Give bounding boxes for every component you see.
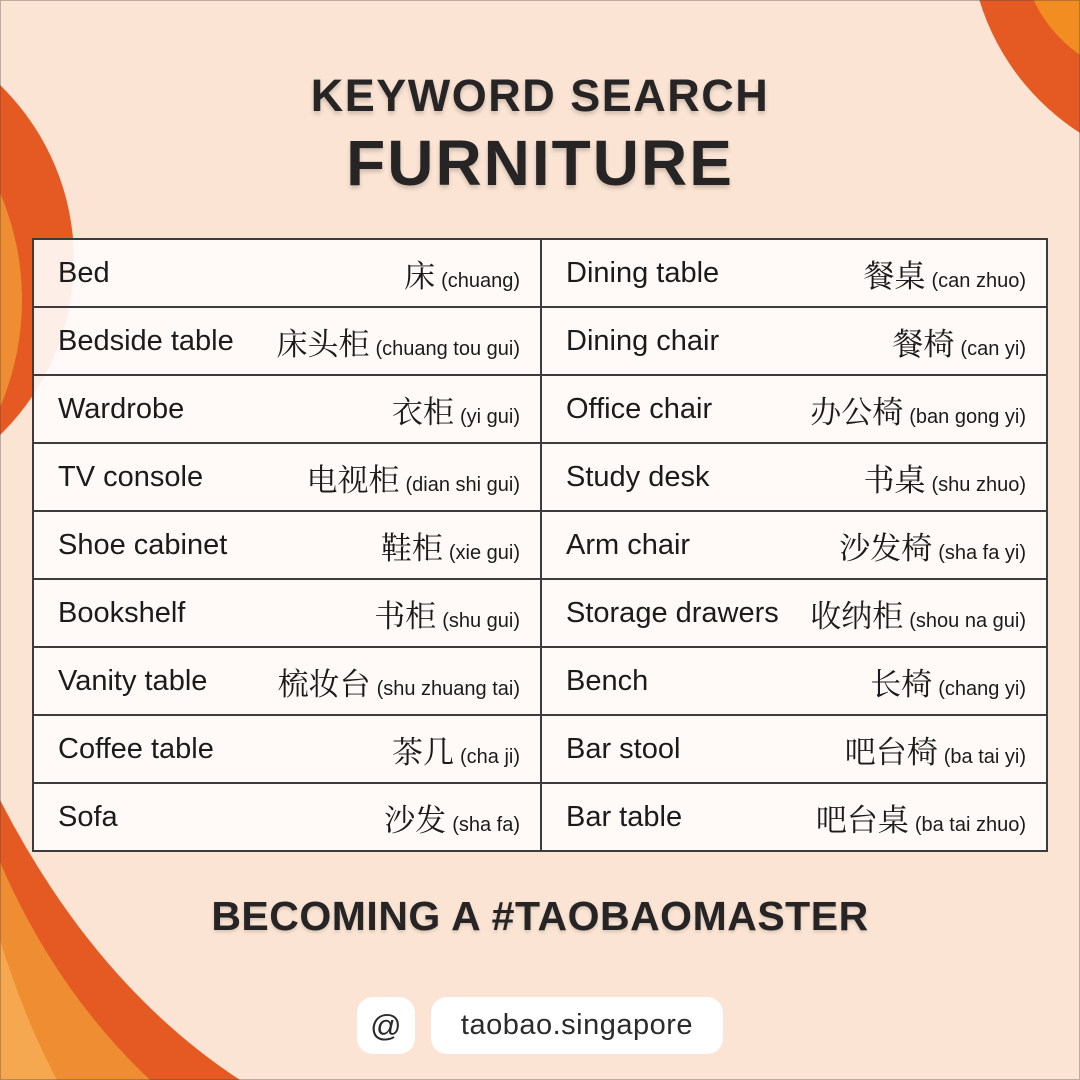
term-english: Dining table xyxy=(566,256,720,289)
chinese-characters: 吧台椅 xyxy=(844,734,938,770)
table-row xyxy=(542,646,1046,714)
chinese-characters: 沙发 xyxy=(384,802,447,838)
term-pinyin: (chuang) xyxy=(441,269,520,292)
term-chinese xyxy=(810,387,1026,432)
term-english: Vanity table xyxy=(58,664,208,697)
term-pinyin: (shu zhuang tai) xyxy=(376,677,520,700)
term-chinese xyxy=(404,251,520,296)
term-chinese xyxy=(306,455,520,500)
term-pinyin: (chang yi) xyxy=(938,677,1026,700)
table-row xyxy=(34,646,540,714)
table-row xyxy=(34,578,540,646)
term-english: TV console xyxy=(58,460,204,493)
table-row xyxy=(542,306,1046,374)
term-pinyin: (ban gong yi) xyxy=(909,405,1026,428)
chinese-characters: 办公椅 xyxy=(810,394,904,430)
term-chinese xyxy=(810,591,1026,636)
term-english: Bedside table xyxy=(58,324,234,357)
chinese-characters: 餐椅 xyxy=(892,326,955,362)
table-column-left xyxy=(34,240,540,850)
term-pinyin: (shou na gui) xyxy=(909,609,1026,632)
term-chinese xyxy=(381,523,520,568)
chinese-characters: 长椅 xyxy=(870,666,933,702)
term-pinyin: (ba tai yi) xyxy=(943,745,1026,768)
table-row xyxy=(542,240,1046,306)
table-row xyxy=(542,578,1046,646)
term-pinyin: (xie gui) xyxy=(448,541,520,564)
chinese-characters: 床头柜 xyxy=(276,326,370,362)
account-handle-badge xyxy=(431,997,723,1054)
term-pinyin: (chuang tou gui) xyxy=(375,337,520,360)
chinese-characters: 书柜 xyxy=(374,598,437,634)
social-handle xyxy=(0,997,1080,1054)
chinese-characters: 梳妆台 xyxy=(277,666,371,702)
campaign-tagline: BECOMING A #TAOBAOMASTER xyxy=(211,893,869,939)
table-row xyxy=(34,714,540,782)
term-pinyin: (cha ji) xyxy=(459,745,520,768)
table-row xyxy=(34,374,540,442)
account-handle-label: taobao.singapore xyxy=(460,1009,694,1041)
table-row xyxy=(34,442,540,510)
term-pinyin: (shu zhuo) xyxy=(931,473,1026,496)
term-english: Dining chair xyxy=(566,324,720,357)
header-kicker: KEYWORD SEARCH xyxy=(310,70,770,121)
at-icon: @ xyxy=(370,1007,402,1043)
term-english: Office chair xyxy=(566,392,713,425)
chinese-characters: 收纳柜 xyxy=(810,598,904,634)
term-english: Bookshelf xyxy=(58,596,186,629)
chinese-characters: 电视柜 xyxy=(306,462,400,498)
chinese-characters: 吧台桌 xyxy=(815,802,909,838)
chinese-characters: 沙发椅 xyxy=(839,530,933,566)
term-chinese xyxy=(839,523,1026,568)
page-title: FURNITURE xyxy=(346,127,734,199)
term-english: Sofa xyxy=(58,800,118,833)
term-english: Shoe cabinet xyxy=(58,528,228,561)
term-english: Arm chair xyxy=(566,528,691,561)
term-pinyin: (sha fa yi) xyxy=(938,541,1026,564)
term-chinese xyxy=(816,795,1026,840)
term-english: Wardrobe xyxy=(58,392,185,425)
term-pinyin: (yi gui) xyxy=(459,405,520,428)
term-english: Coffee table xyxy=(58,732,214,765)
term-english: Study desk xyxy=(566,460,710,493)
term-english: Bar table xyxy=(566,800,683,833)
term-pinyin: (shu gui) xyxy=(442,609,520,632)
term-chinese xyxy=(892,319,1026,364)
term-english: Bar stool xyxy=(566,732,681,765)
term-chinese xyxy=(392,387,520,432)
table-row xyxy=(34,240,540,306)
term-english: Storage drawers xyxy=(566,596,779,629)
table-row xyxy=(34,510,540,578)
header xyxy=(0,70,1080,200)
chinese-characters: 茶几 xyxy=(391,734,454,770)
table-row xyxy=(34,782,540,850)
table-row xyxy=(542,374,1046,442)
chinese-characters: 餐桌 xyxy=(863,258,926,294)
term-pinyin: (can zhuo) xyxy=(931,269,1026,292)
table-row xyxy=(542,510,1046,578)
term-chinese xyxy=(278,659,520,704)
keyword-table xyxy=(32,238,1048,852)
term-chinese xyxy=(864,251,1027,296)
term-chinese xyxy=(845,727,1026,772)
term-english: Bed xyxy=(58,256,110,289)
chinese-characters: 书桌 xyxy=(863,462,926,498)
at-symbol-badge xyxy=(357,997,415,1054)
table-row xyxy=(542,782,1046,850)
chinese-characters: 床 xyxy=(404,258,436,294)
term-chinese xyxy=(374,591,520,636)
term-chinese xyxy=(392,727,520,772)
term-pinyin: (can yi) xyxy=(960,337,1026,360)
table-row xyxy=(542,442,1046,510)
term-chinese xyxy=(384,795,520,840)
term-pinyin: (dian shi gui) xyxy=(405,473,520,496)
term-pinyin: (ba tai zhuo) xyxy=(914,813,1026,836)
term-chinese xyxy=(276,319,520,364)
term-pinyin: (sha fa) xyxy=(452,813,520,836)
term-chinese xyxy=(864,455,1027,500)
table-row xyxy=(542,714,1046,782)
chinese-characters: 衣柜 xyxy=(391,394,454,430)
term-chinese xyxy=(870,659,1026,704)
chinese-characters: 鞋柜 xyxy=(380,530,443,566)
term-english: Bench xyxy=(566,664,649,697)
table-column-right xyxy=(540,240,1046,850)
table-row xyxy=(34,306,540,374)
